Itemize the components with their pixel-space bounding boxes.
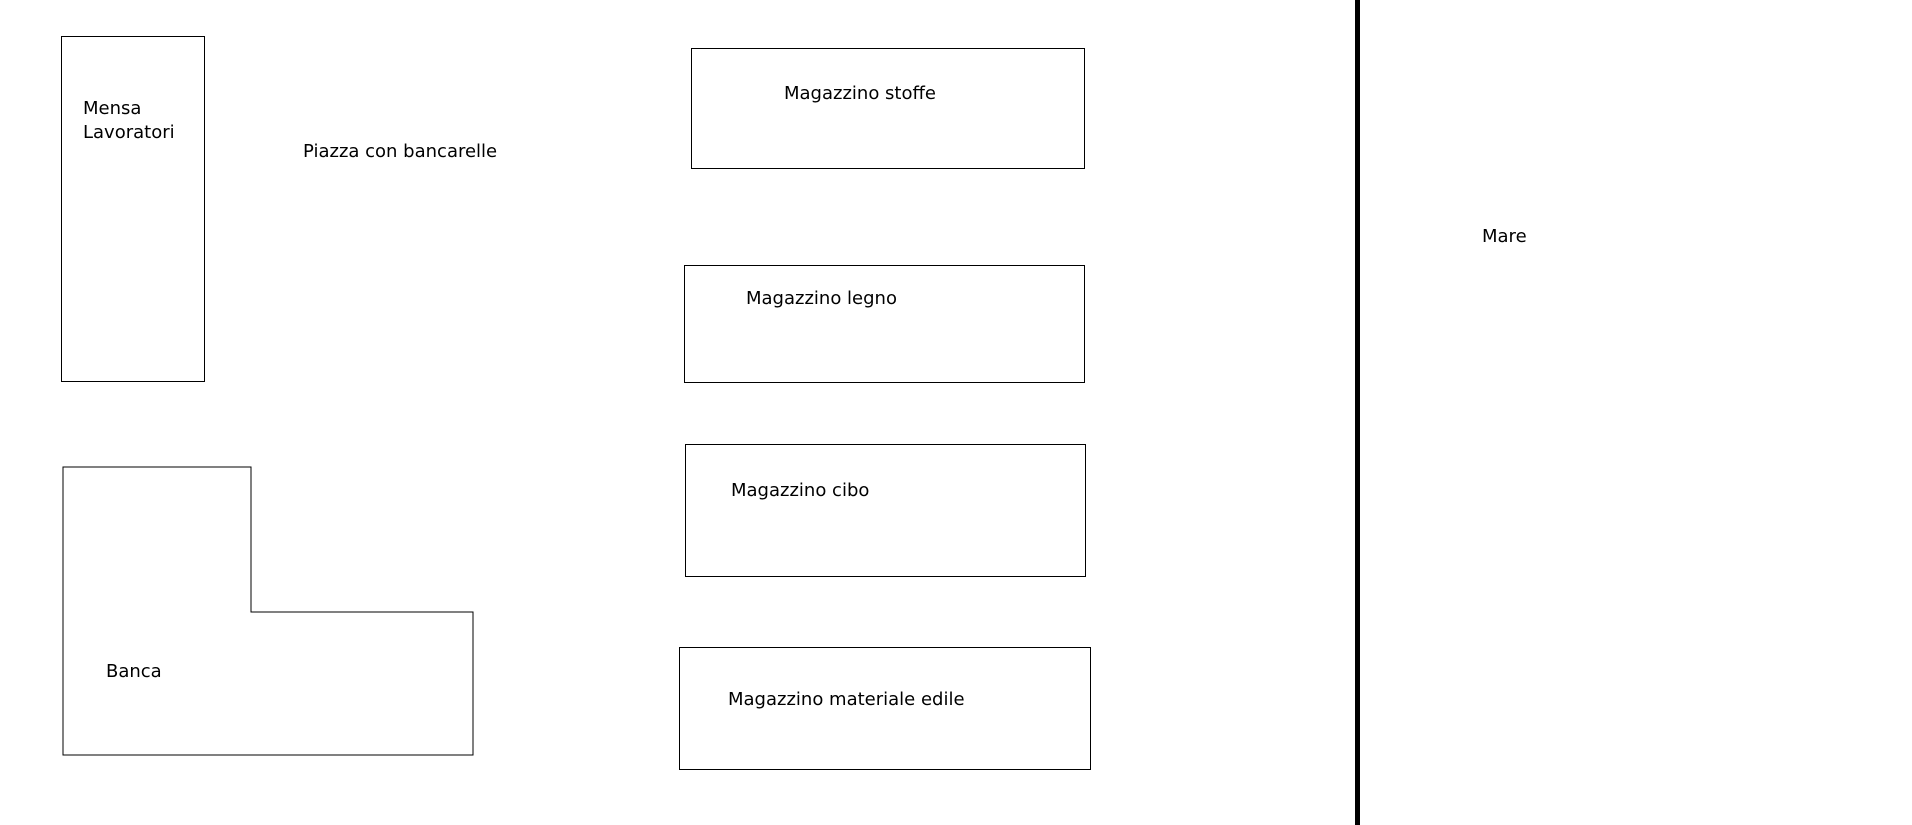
mensa-label-line2: Lavoratori — [83, 122, 175, 143]
magazzino-legno-building — [684, 265, 1085, 383]
magazzino-stoffe-label: Magazzino stoffe — [784, 83, 936, 104]
magazzino-stoffe-building — [691, 48, 1085, 169]
magazzino-legno-label: Magazzino legno — [746, 288, 897, 309]
mare-label: Mare — [1482, 226, 1527, 247]
magazzino-materiale-edile-label: Magazzino materiale edile — [728, 689, 965, 710]
magazzino-cibo-label: Magazzino cibo — [731, 480, 870, 501]
magazzino-cibo-building — [685, 444, 1086, 577]
piazza-label: Piazza con bancarelle — [303, 141, 498, 162]
mensa-label-line1: Mensa — [83, 98, 142, 119]
shoreline-divider — [1355, 0, 1360, 825]
banca-label: Banca — [106, 661, 162, 682]
